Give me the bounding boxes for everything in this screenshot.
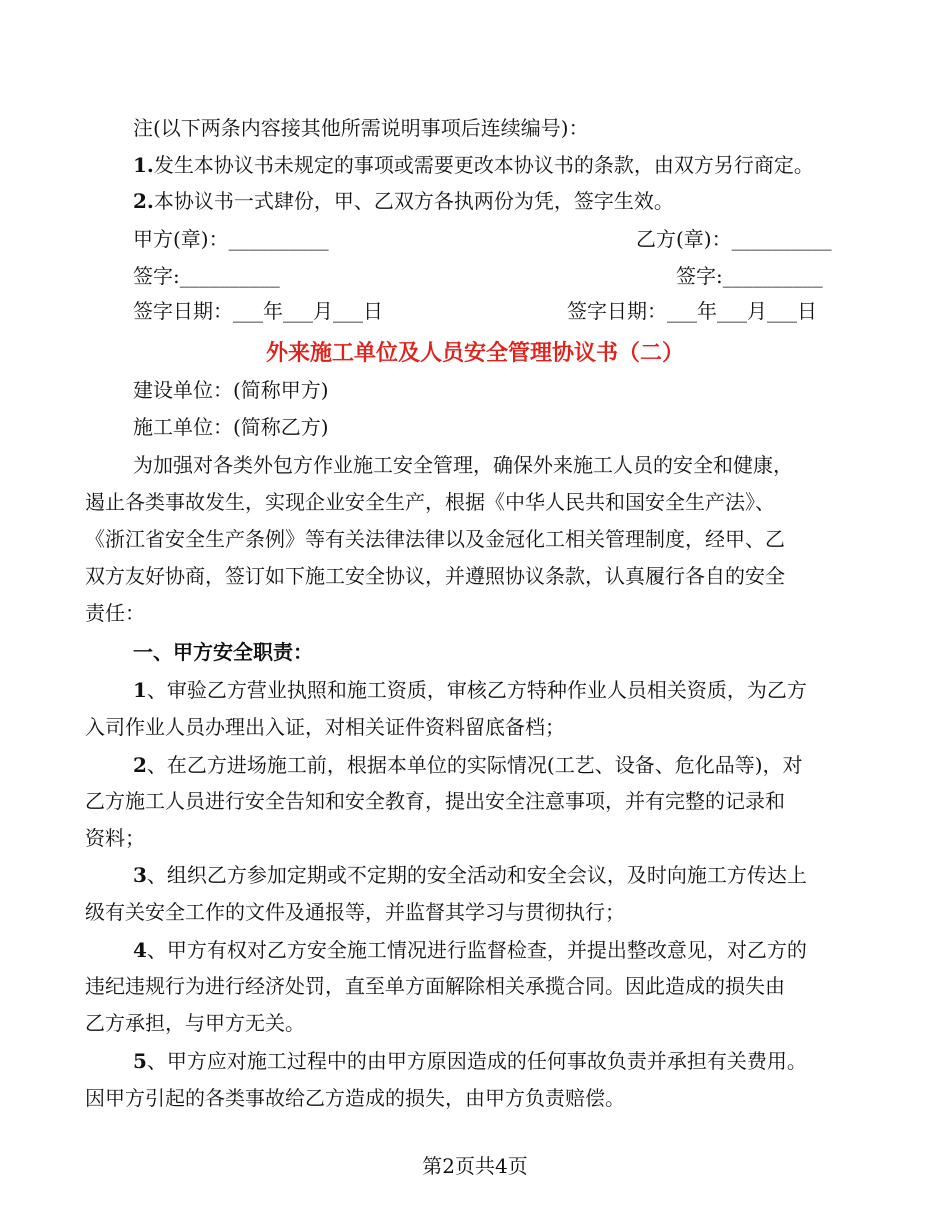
note-item-1-number: 1. [133, 153, 154, 177]
intro-line: 《浙江省安全生产条例》等有关法律法律以及金冠化工相关管理制度，经甲、乙 [85, 527, 785, 551]
clause-text: 、在乙方进场施工前，根据本单位的实际情况(工艺、设备、危化品等)，对 [146, 753, 803, 777]
builder-unit-line: 建设单位：(简称甲方) [133, 378, 329, 402]
intro-line: 双方友好协商，签订如下施工安全协议，并遵照协议条款，认真履行各自的安全 [85, 564, 785, 588]
party-a-signature-field: 签字:__________ [133, 264, 280, 288]
clause-3-line [133, 861, 807, 889]
clause-1-line [133, 676, 807, 704]
party-b-seal-field: 乙方(章)：__________ [636, 227, 832, 251]
party-a-date-field: 签字日期：___年___月___日 [133, 299, 383, 323]
clause-text: 、甲方应对施工过程中的由甲方原因造成的任何事故负责并承担有关费用。 [146, 1049, 807, 1073]
contractor-unit-line: 施工单位：(简称乙方) [133, 415, 329, 439]
clause-number: 1 [133, 678, 147, 702]
intro-line: 责任： [85, 601, 145, 625]
clause-2-continuation: 资料； [85, 826, 145, 850]
clause-4-line [133, 936, 807, 964]
note-item-2-text: 本协议书一式肆份，甲、乙双方各执两份为凭，签字生效。 [153, 189, 674, 213]
clause-3-continuation: 级有关安全工作的文件及通报等，并监督其学习与贯彻执行； [85, 900, 625, 924]
section-heading: 一、甲方安全职责： [133, 640, 313, 664]
party-a-seal-field: 甲方(章)：__________ [133, 227, 329, 251]
clause-4-continuation: 违纪违规行为进行经济处罚，直至单方面解除相关承揽合同。因此造成的损失由 [85, 974, 785, 998]
clause-4-continuation: 乙方承担，与甲方无关。 [85, 1011, 305, 1035]
intro-line: 遏止各类事故发生，实现企业安全生产，根据《中华人民共和国安全生产法》、 [85, 490, 775, 514]
agreement-title: 外来施工单位及人员安全管理协议书（二） [265, 340, 684, 366]
clause-5-line [133, 1047, 807, 1075]
note-item-2-number: 2. [133, 189, 154, 213]
party-b-signature-field: 签字:__________ [676, 264, 823, 288]
clause-5-continuation: 因甲方引起的各类事故给乙方造成的损失，由甲方负责赔偿。 [85, 1086, 625, 1110]
clause-number: 4 [133, 938, 147, 962]
note-item-1-text: 发生本协议书未规定的事项或需要更改本协议书的条款，由双方另行商定。 [153, 153, 814, 177]
clause-number: 2 [133, 753, 147, 777]
page-number: 第2页共4页 [422, 1154, 528, 1178]
clause-text: 、审验乙方营业执照和施工资质，审核乙方特种作业人员相关资质，为乙方 [146, 678, 807, 702]
notes-header: 注(以下两条内容接其他所需说明事项后连续编号)： [133, 116, 589, 140]
party-b-date-field: 签字日期：___年___月___日 [567, 299, 817, 323]
intro-line: 为加强对各类外包方作业施工安全管理，确保外来施工人员的安全和健康， [133, 453, 793, 477]
clause-text: 、组织乙方参加定期或不定期的安全活动和安全会议，及时向施工方传达上 [146, 863, 807, 887]
note-item-2 [133, 187, 674, 215]
clause-1-continuation: 入司作业人员办理出入证，对相关证件资料留底备档； [85, 715, 565, 739]
clause-2-continuation: 乙方施工人员进行安全告知和安全教育，提出安全注意事项，并有完整的记录和 [85, 789, 785, 813]
clause-text: 、甲方有权对乙方安全施工情况进行监督检查，并提出整改意见，对乙方的 [146, 938, 807, 962]
clause-number: 3 [133, 863, 147, 887]
note-item-1 [133, 151, 814, 179]
clause-2-line [133, 751, 803, 779]
clause-number: 5 [133, 1049, 147, 1073]
